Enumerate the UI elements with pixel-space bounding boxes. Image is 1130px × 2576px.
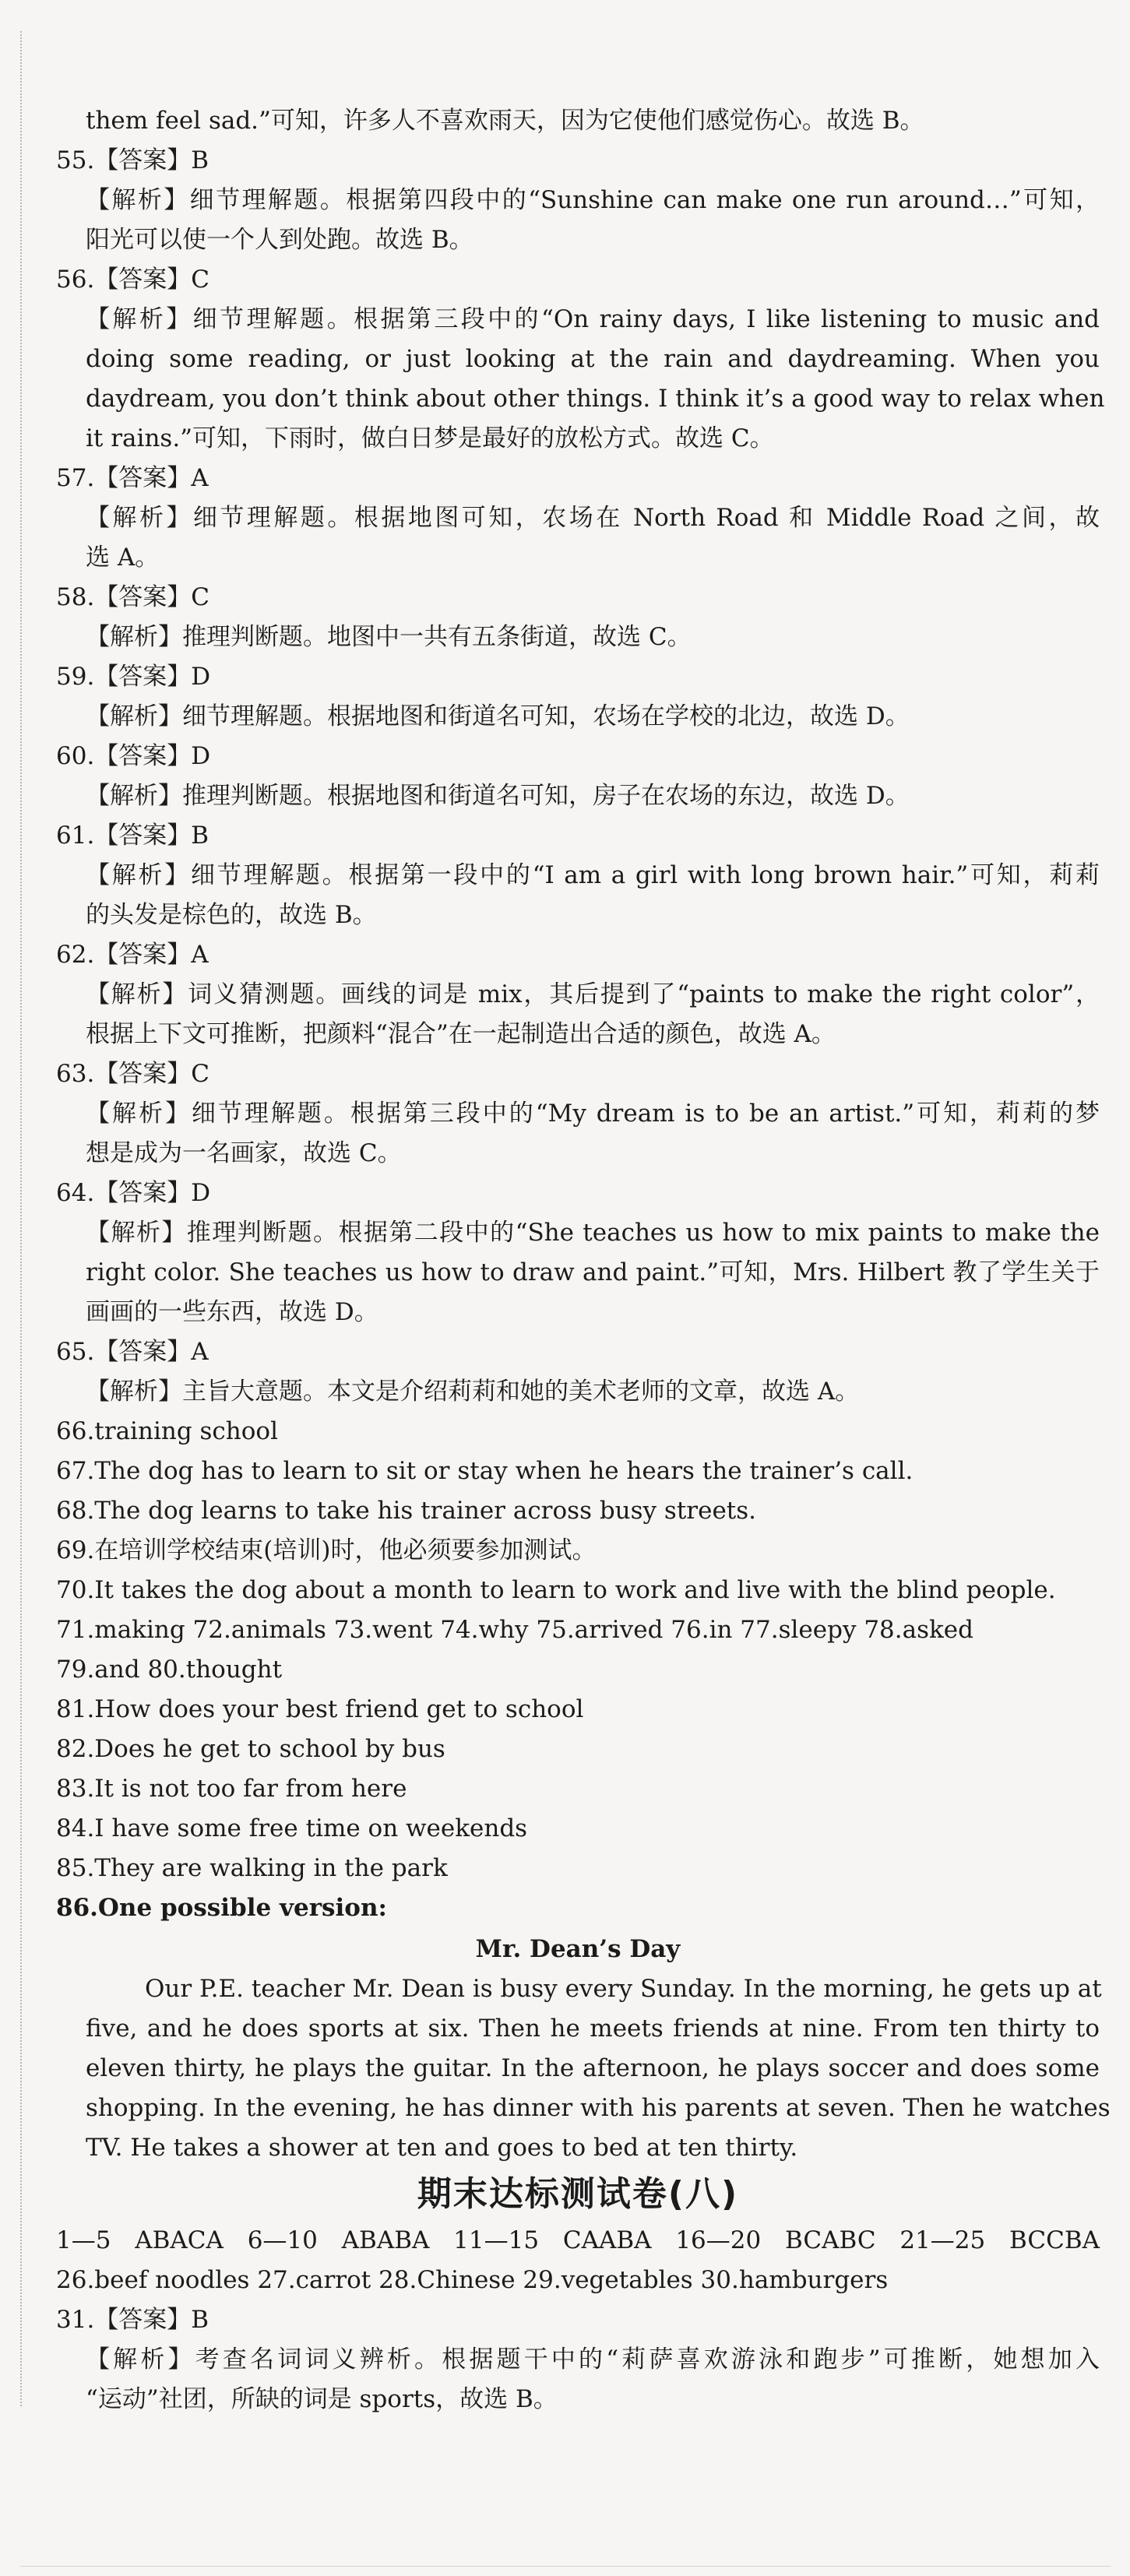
text-line: 62.【答案】A <box>56 941 209 969</box>
text-line: it rains.”可知，下雨时，做白日梦是最好的放松方式。故选 C。 <box>86 424 774 452</box>
text-line: doing some reading, or just looking at the rain and daydreaming. When you <box>86 345 1100 373</box>
text-line: 想是成为一名画家，故选 C。 <box>86 1139 402 1167</box>
margin-dotted-rule <box>20 31 22 2406</box>
essay-title: Mr. Dean’s Day <box>475 1935 681 1963</box>
text-line: Our P.E. teacher Mr. Dean is busy every Sunday. In the morning, he gets up at <box>145 1975 1102 2003</box>
text-line: 【解析】推理判断题。根据地图和街道名可知，房子在农场的东边，故选 D。 <box>86 782 910 810</box>
text-line: 【解析】细节理解题。根据地图可知，农场在 North Road 和 Middle Road 之间，故 <box>86 504 1100 532</box>
text-line: 64.【答案】D <box>56 1179 211 1207</box>
text-line: daydream, you don’t think about other things. I think it’s a good way to relax when <box>86 385 1105 413</box>
text-line: “运动”社团，所缺的词是 sports，故选 B。 <box>86 2385 558 2413</box>
text-line: them feel sad.”可知，许多人不喜欢雨天，因为它使他们感觉伤心。故选 B。 <box>86 107 924 135</box>
text-line: TV. He takes a shower at ten and goes to bed at ten thirty. <box>86 2134 798 2162</box>
text-line: 66.training school <box>56 1417 278 1445</box>
text-line: 55.【答案】B <box>56 146 209 174</box>
text-line: 【解析】推理判断题。根据第二段中的“She teaches us how to mix paints to make the <box>86 1219 1100 1247</box>
text-line: 63.【答案】C <box>56 1060 210 1088</box>
text-line: 65.【答案】A <box>56 1338 209 1366</box>
text-line: 56.【答案】C <box>56 266 210 294</box>
text-line: 86.One possible version: <box>56 1894 387 1922</box>
text-line: eleven thirty, he plays the guitar. In the afternoon, he plays soccer and does some <box>86 2054 1100 2082</box>
text-line: five, and he does sports at six. Then he meets friends at nine. From ten thirty to <box>86 2015 1100 2043</box>
text-line: shopping. In the evening, he has dinner with his parents at seven. Then he watches <box>86 2094 1111 2122</box>
text-line: 81.How does your best friend get to school <box>56 1695 584 1723</box>
text-line: 阳光可以使一个人到处跑。故选 B。 <box>86 226 473 254</box>
text-line: 68.The dog learns to take his trainer across busy streets. <box>56 1497 757 1525</box>
text-line: 【解析】词义猜测题。画线的词是 mix，其后提到了“paints to make the right color”， <box>86 980 1100 1008</box>
text-line: 69.在培训学校结束(培训)时，他必须要参加测试。 <box>56 1536 597 1564</box>
text-line: 61.【答案】B <box>56 822 209 850</box>
text-line: 84.I have some free time on weekends <box>56 1814 528 1842</box>
text-line: 【解析】考查名词词义辨析。根据题干中的“莉萨喜欢游泳和跑步”可推断，她想加入 <box>86 2345 1100 2374</box>
text-line: 根据上下文可推断，把颜料“混合”在一起制造出合适的颜色，故选 A。 <box>86 1020 836 1048</box>
text-line: 【解析】主旨大意题。本文是介绍莉莉和她的美术老师的文章，故选 A。 <box>86 1378 860 1406</box>
section-title: 期末达标测试卷(八) <box>417 2174 739 2214</box>
text-line: right color. She teaches us how to draw and paint.”可知，Mrs. Hilbert 教了学生关于 <box>86 1258 1100 1286</box>
text-line: 1—5 ABACA 6—10 ABABA 11—15 CAABA 16—20 BCABC 21—25 BCCBA <box>56 2226 1100 2254</box>
text-line: 79.and 80.thought <box>56 1656 283 1684</box>
text-line: 【解析】细节理解题。根据第三段中的“On rainy days, I like listening to music and <box>86 305 1100 333</box>
text-line: 选 A。 <box>86 544 160 572</box>
text-line: 画画的一些东西，故选 D。 <box>86 1298 378 1326</box>
page-bottom-rule <box>20 2566 1111 2567</box>
text-line: 【解析】细节理解题。根据第一段中的“I am a girl with long brown hair.”可知，莉莉 <box>86 861 1100 889</box>
text-line: 59.【答案】D <box>56 663 211 691</box>
text-line: 的头发是棕色的，故选 B。 <box>86 901 377 929</box>
text-line: 【解析】推理判断题。地图中一共有五条街道，故选 C。 <box>86 623 692 651</box>
text-line: 【解析】细节理解题。根据地图和街道名可知，农场在学校的北边，故选 D。 <box>86 702 910 730</box>
text-line: 85.They are walking in the park <box>56 1854 448 1882</box>
text-line: 26.beef noodles 27.carrot 28.Chinese 29.vegetables 30.hamburgers <box>56 2266 889 2294</box>
text-line: 【解析】细节理解题。根据第三段中的“My dream is to be an artist.”可知，莉莉的梦 <box>86 1100 1100 1128</box>
text-line: 57.【答案】A <box>56 464 209 492</box>
text-line: 70.It takes the dog about a month to learn to work and live with the blind people. <box>56 1576 1056 1604</box>
text-line: 82.Does he get to school by bus <box>56 1735 445 1763</box>
text-line: 【解析】细节理解题。根据第四段中的“Sunshine can make one run around…”可知， <box>86 186 1100 214</box>
answer-key-content <box>56 101 1111 2419</box>
text-line: 71.making 72.animals 73.went 74.why 75.arrived 76.in 77.sleepy 78.asked <box>56 1616 973 1644</box>
text-line: 83.It is not too far from here <box>56 1775 407 1803</box>
text-line: 60.【答案】D <box>56 742 211 770</box>
text-line: 67.The dog has to learn to sit or stay when he hears the trainer’s call. <box>56 1457 914 1485</box>
text-line: 58.【答案】C <box>56 583 210 611</box>
text-line: 31.【答案】B <box>56 2306 209 2334</box>
